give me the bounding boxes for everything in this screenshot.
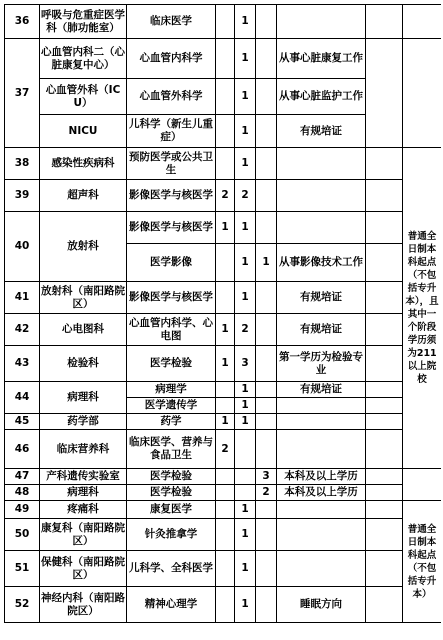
major-cell: 影像医学与核医学 bbox=[127, 212, 216, 244]
major-cell: 儿科学（新生儿重症） bbox=[127, 115, 216, 148]
count-cell bbox=[256, 382, 277, 398]
empty-cell bbox=[366, 501, 403, 519]
major-cell: 影像医学与核医学 bbox=[127, 282, 216, 314]
count-cell: 1 bbox=[235, 587, 256, 623]
table-row bbox=[5, 282, 442, 314]
count-cell bbox=[256, 519, 277, 551]
count-cell: 1 bbox=[235, 244, 256, 282]
count-cell bbox=[256, 346, 277, 382]
count-cell: 1 bbox=[235, 5, 256, 39]
count-cell bbox=[216, 501, 235, 519]
major-cell: 康复医学 bbox=[127, 501, 216, 519]
count-cell bbox=[256, 79, 277, 115]
row-number: 38 bbox=[5, 148, 40, 180]
department-cell: 病理科 bbox=[40, 382, 127, 414]
count-cell: 3 bbox=[235, 346, 256, 382]
empty-cell bbox=[366, 244, 403, 282]
department-cell: 心血管外科（ICU） bbox=[40, 79, 127, 115]
department-cell: 心电图科 bbox=[40, 314, 127, 346]
count-cell: 1 bbox=[216, 314, 235, 346]
row-number: 42 bbox=[5, 314, 40, 346]
requirement-cell bbox=[277, 501, 366, 519]
department-cell: 药学部 bbox=[40, 414, 127, 430]
empty-cell bbox=[366, 519, 403, 551]
count-cell: 1 bbox=[235, 551, 256, 587]
major-cell: 医学检验 bbox=[127, 469, 216, 485]
requirement-cell: 睡眠方向 bbox=[277, 587, 366, 623]
major-cell: 儿科学、全科医学 bbox=[127, 551, 216, 587]
empty-cell bbox=[366, 148, 403, 180]
empty-cell bbox=[366, 414, 403, 430]
count-cell bbox=[216, 5, 235, 39]
department-cell: 神经内科（南阳路院区） bbox=[40, 587, 127, 623]
empty-cell bbox=[366, 346, 403, 382]
row-number: 46 bbox=[5, 430, 40, 469]
count-cell: 1 bbox=[216, 346, 235, 382]
empty-cell bbox=[403, 469, 442, 501]
count-cell bbox=[216, 469, 235, 485]
count-cell bbox=[216, 282, 235, 314]
count-cell: 1 bbox=[235, 519, 256, 551]
department-cell: 康复科（南阳路院区） bbox=[40, 519, 127, 551]
department-cell: NICU bbox=[40, 115, 127, 148]
empty-cell bbox=[366, 398, 403, 414]
count-cell: 1 bbox=[235, 398, 256, 414]
table-row bbox=[5, 501, 442, 519]
requirement-cell: 有规培证 bbox=[277, 115, 366, 148]
count-cell bbox=[256, 39, 277, 79]
major-cell: 精神心理学 bbox=[127, 587, 216, 623]
table-row bbox=[5, 587, 442, 623]
row-number: 36 bbox=[5, 5, 40, 39]
empty-cell bbox=[366, 5, 403, 39]
table-row bbox=[5, 430, 442, 469]
major-cell: 心血管外科学 bbox=[127, 79, 216, 115]
requirement-cell: 本科及以上学历 bbox=[277, 469, 366, 485]
table-row bbox=[5, 314, 442, 346]
empty-cell bbox=[366, 485, 403, 501]
eligibility-note: 普通全日制本科起点（不包括专升本），且其中一个阶段学历须为211以上院校 bbox=[403, 148, 442, 469]
requirement-cell bbox=[277, 414, 366, 430]
count-cell bbox=[216, 519, 235, 551]
table-row bbox=[5, 180, 442, 212]
empty-cell bbox=[366, 469, 403, 485]
count-cell: 1 bbox=[216, 414, 235, 430]
department-cell: 感染性疾病科 bbox=[40, 148, 127, 180]
major-cell: 病理学 bbox=[127, 382, 216, 398]
requirement-cell: 有规培证 bbox=[277, 282, 366, 314]
count-cell bbox=[216, 115, 235, 148]
count-cell bbox=[216, 587, 235, 623]
requirement-cell bbox=[277, 398, 366, 414]
page bbox=[4, 4, 441, 638]
department-cell: 疼痛科 bbox=[40, 501, 127, 519]
count-cell: 2 bbox=[256, 485, 277, 501]
count-cell bbox=[256, 587, 277, 623]
requirement-cell: 有规培证 bbox=[277, 314, 366, 346]
empty-cell bbox=[366, 430, 403, 469]
count-cell: 3 bbox=[256, 469, 277, 485]
department-cell: 产科遗传实验室 bbox=[40, 469, 127, 485]
count-cell: 1 bbox=[235, 115, 256, 148]
count-cell bbox=[216, 148, 235, 180]
department-cell: 超声科 bbox=[40, 180, 127, 212]
count-cell bbox=[216, 485, 235, 501]
table-row bbox=[5, 346, 442, 382]
table-row bbox=[5, 148, 442, 180]
major-cell: 医学影像 bbox=[127, 244, 216, 282]
row-number: 49 bbox=[5, 501, 40, 519]
row-number: 51 bbox=[5, 551, 40, 587]
count-cell bbox=[256, 212, 277, 244]
empty-cell bbox=[366, 587, 403, 623]
count-cell: 1 bbox=[235, 414, 256, 430]
row-number: 41 bbox=[5, 282, 40, 314]
count-cell bbox=[256, 501, 277, 519]
count-cell bbox=[216, 382, 235, 398]
empty-cell bbox=[366, 314, 403, 346]
empty-cell bbox=[403, 39, 442, 148]
count-cell bbox=[256, 551, 277, 587]
count-cell bbox=[216, 244, 235, 282]
count-cell bbox=[256, 180, 277, 212]
department-cell: 临床营养科 bbox=[40, 430, 127, 469]
major-cell: 临床医学、营养与食品卫生 bbox=[127, 430, 216, 469]
department-cell: 病理科 bbox=[40, 485, 127, 501]
row-number: 52 bbox=[5, 587, 40, 623]
count-cell: 1 bbox=[235, 382, 256, 398]
count-cell bbox=[235, 469, 256, 485]
empty-cell bbox=[366, 551, 403, 587]
count-cell bbox=[256, 115, 277, 148]
count-cell: 1 bbox=[235, 148, 256, 180]
count-cell: 2 bbox=[216, 430, 235, 469]
row-number: 50 bbox=[5, 519, 40, 551]
count-cell bbox=[216, 39, 235, 79]
requirement-cell bbox=[277, 430, 366, 469]
requirement-cell: 从事心脏监护工作 bbox=[277, 79, 366, 115]
major-cell: 药学 bbox=[127, 414, 216, 430]
empty-cell bbox=[403, 5, 442, 39]
requirement-cell: 本科及以上学历 bbox=[277, 485, 366, 501]
table-row bbox=[5, 39, 442, 79]
table-row bbox=[5, 414, 442, 430]
row-number: 45 bbox=[5, 414, 40, 430]
count-cell: 1 bbox=[235, 501, 256, 519]
requirement-cell bbox=[277, 148, 366, 180]
count-cell bbox=[256, 148, 277, 180]
row-number: 40 bbox=[5, 212, 40, 282]
count-cell bbox=[256, 314, 277, 346]
count-cell: 2 bbox=[216, 180, 235, 212]
department-cell: 呼吸与危重症医学科（肺功能室） bbox=[40, 5, 127, 39]
table-row bbox=[5, 212, 442, 244]
empty-cell bbox=[366, 39, 403, 148]
eligibility-note: 普通全日制本科起点（不包括专升本） bbox=[403, 501, 442, 623]
row-number: 47 bbox=[5, 469, 40, 485]
count-cell: 1 bbox=[235, 212, 256, 244]
count-cell bbox=[256, 430, 277, 469]
count-cell: 1 bbox=[235, 282, 256, 314]
row-number: 48 bbox=[5, 485, 40, 501]
major-cell: 医学检验 bbox=[127, 346, 216, 382]
department-cell: 放射科（南阳路院区） bbox=[40, 282, 127, 314]
count-cell bbox=[216, 398, 235, 414]
count-cell bbox=[235, 485, 256, 501]
count-cell bbox=[235, 430, 256, 469]
count-cell: 2 bbox=[235, 180, 256, 212]
requirement-cell: 有规培证 bbox=[277, 382, 366, 398]
requirement-cell: 从事影像技术工作 bbox=[277, 244, 366, 282]
table-row bbox=[5, 485, 442, 501]
major-cell: 预防医学或公共卫生 bbox=[127, 148, 216, 180]
recruitment-table bbox=[4, 4, 441, 623]
row-number: 39 bbox=[5, 180, 40, 212]
requirement-cell bbox=[277, 551, 366, 587]
count-cell bbox=[256, 5, 277, 39]
row-number: 44 bbox=[5, 382, 40, 414]
requirement-cell: 从事心脏康复工作 bbox=[277, 39, 366, 79]
table-row bbox=[5, 5, 442, 39]
table-row bbox=[5, 519, 442, 551]
department-cell: 检验科 bbox=[40, 346, 127, 382]
requirement-cell bbox=[277, 180, 366, 212]
empty-cell bbox=[366, 382, 403, 398]
count-cell bbox=[216, 551, 235, 587]
department-cell: 心血管内科二（心脏康复中心） bbox=[40, 39, 127, 79]
row-number: 37 bbox=[5, 39, 40, 148]
major-cell: 医学检验 bbox=[127, 485, 216, 501]
requirement-cell bbox=[277, 5, 366, 39]
count-cell: 2 bbox=[235, 314, 256, 346]
major-cell: 医学遗传学 bbox=[127, 398, 216, 414]
count-cell: 1 bbox=[235, 39, 256, 79]
row-number: 43 bbox=[5, 346, 40, 382]
count-cell bbox=[256, 398, 277, 414]
requirement-cell bbox=[277, 212, 366, 244]
empty-cell bbox=[366, 282, 403, 314]
major-cell: 针灸推拿学 bbox=[127, 519, 216, 551]
major-cell: 影像医学与核医学 bbox=[127, 180, 216, 212]
major-cell: 心血管内科学、心电图 bbox=[127, 314, 216, 346]
count-cell: 1 bbox=[235, 79, 256, 115]
empty-cell bbox=[366, 180, 403, 212]
empty-cell bbox=[366, 212, 403, 244]
count-cell bbox=[216, 79, 235, 115]
count-cell bbox=[256, 414, 277, 430]
department-cell: 放射科 bbox=[40, 212, 127, 282]
table-row bbox=[5, 469, 442, 485]
table-row bbox=[5, 382, 442, 398]
count-cell: 1 bbox=[216, 212, 235, 244]
requirement-cell bbox=[277, 519, 366, 551]
department-cell: 保健科（南阳路院区） bbox=[40, 551, 127, 587]
major-cell: 临床医学 bbox=[127, 5, 216, 39]
requirement-cell: 第一学历为检验专业 bbox=[277, 346, 366, 382]
major-cell: 心血管内科学 bbox=[127, 39, 216, 79]
count-cell bbox=[256, 282, 277, 314]
table-row bbox=[5, 551, 442, 587]
count-cell: 1 bbox=[256, 244, 277, 282]
